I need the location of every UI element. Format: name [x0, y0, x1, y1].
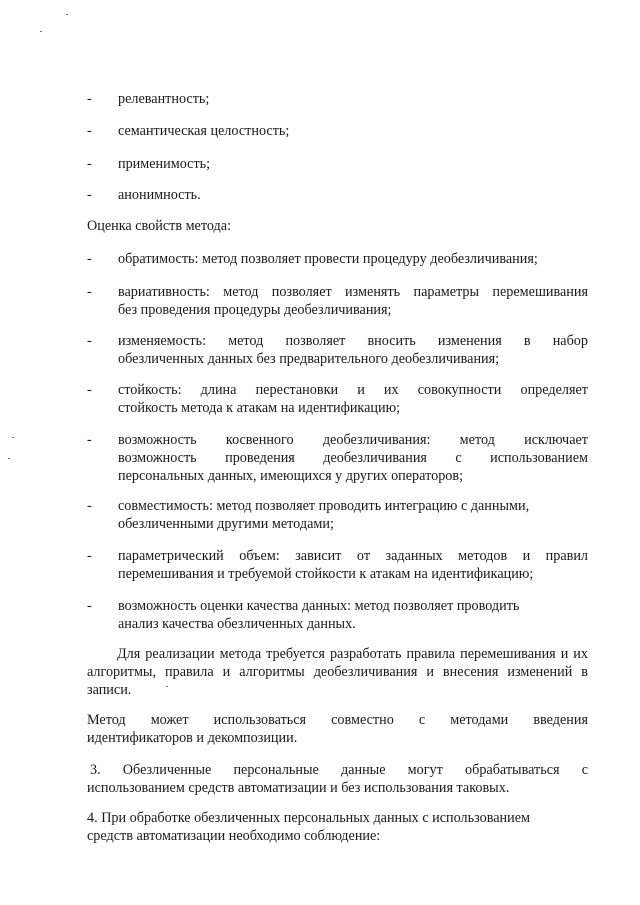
list-item-text: обратимость: метод позволяет провести процедуру деобезличивания; [118, 251, 538, 267]
list-dash: - [87, 498, 92, 514]
paragraph: Метод может использоваться совместно с методами введения идентификаторов и декомпозиции. [87, 712, 588, 746]
paragraph: 3. Обезличенные персональные данные могут обрабатываться с использованием средств автоматизации и без использования таковых. [87, 762, 588, 796]
list-item-text: семантическая целостность; [118, 123, 290, 139]
list-dash: - [87, 432, 92, 448]
paragraph: 4. При обработке обезличенных персональных данных с использованием средств автоматизации необходимо соблюдение: [87, 810, 530, 844]
list-dash: - [87, 548, 92, 564]
list-item-text: стойкость: длина перестановки и их совокупности определяет стойкость метода к атакам на идентификацию; [118, 382, 588, 416]
paragraph: Для реализации метода требуется разработать правила перемешивания и их алгоритмы, правила и алгоритмы деобезличивания и внесения изменений в записи. [87, 646, 588, 698]
scan-speck [12, 437, 14, 438]
list-item-text: возможность оценки качества данных: метод позволяет проводить анализ качества обезличенных данных. [118, 598, 520, 632]
list-dash: - [87, 284, 92, 300]
list-dash: - [87, 333, 92, 349]
list-item-text: изменяемость: метод позволяет вносить изменения в набор обезличенных данных без предварительного деобезличивания; [118, 333, 588, 367]
list-item-text: параметрический объем: зависит от заданных методов и правил перемешивания и требуемой стойкости к атакам на идентификацию; [118, 548, 588, 582]
list-item-text: совместимость: метод позволяет проводить интеграцию с данными, обезличенными другими методами; [118, 498, 530, 532]
list-dash: - [87, 598, 92, 614]
list-item-text: релевантность; [118, 91, 210, 107]
scan-speck [66, 14, 68, 15]
list-item-text: применимость; [118, 156, 211, 172]
scan-speck [40, 31, 42, 32]
list-item-text: анонимность. [118, 187, 201, 203]
list-dash: - [87, 123, 92, 139]
scan-speck [8, 458, 10, 459]
section-heading: Оценка свойств метода: [87, 218, 232, 234]
list-item-text: вариативность: метод позволяет изменять параметры перемешивания без проведения процедуры деобезличивания; [118, 284, 588, 318]
list-dash: - [87, 187, 92, 203]
list-dash: - [87, 251, 92, 267]
list-item-text: возможность косвенного деобезличивания: метод исключает возможность проведения деобезличивания с использованием персональных данных, имеющихся у других операторов; [118, 432, 588, 484]
list-dash: - [87, 91, 92, 107]
list-dash: - [87, 382, 92, 398]
list-dash: - [87, 156, 92, 172]
